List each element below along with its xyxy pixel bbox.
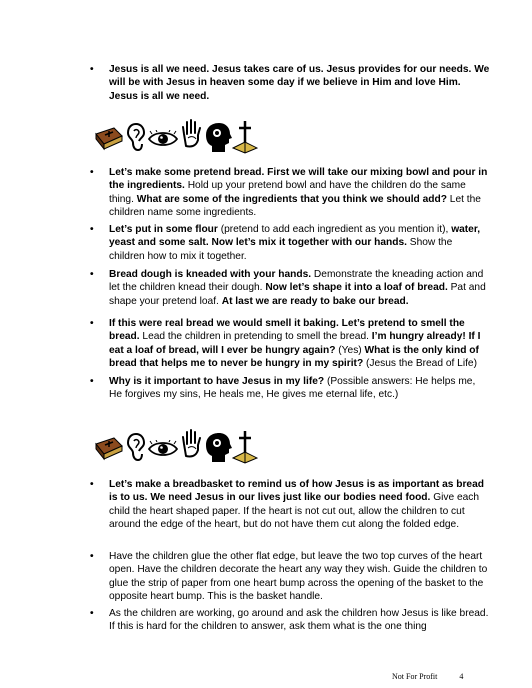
bold-text-run: Let’s put in some flour: [109, 224, 218, 235]
paragraph-text: [109, 166, 490, 220]
bullet-marker: •: [90, 318, 94, 329]
ear-icon: [127, 432, 145, 462]
bold-text-run: Let’s make some pretend bread. First we will take our mixing bowl and pour in the ingredients.: [109, 167, 488, 192]
page-number: 4: [459, 672, 464, 681]
bullet-marker: •: [90, 479, 94, 490]
bullet-marker: •: [90, 64, 94, 75]
text-run: (Possible answers: He helps me, He forgives my sins, He heals me, He gives me eternal life, etc.): [109, 376, 476, 401]
eye-icon: [148, 130, 178, 148]
eye-icon: [148, 440, 178, 458]
text-run: Lead the children in pretending to smell the bread.: [139, 331, 372, 343]
paragraph-text: [109, 223, 490, 263]
cross-icon: [232, 120, 258, 154]
head-icon: [204, 122, 232, 154]
text-run: (Yes): [335, 344, 365, 356]
text-run: Show the children how to mix it together.: [109, 237, 453, 262]
bold-text-run: What is the only kind of bread that helps me to never be hungry in my spirit?: [109, 344, 479, 370]
bold-text-run: If this were real bread we would smell it baking. Let’s pretend to smell the bread.: [109, 318, 465, 343]
ear-icon: [127, 122, 145, 152]
text-run: (Jesus the Bread of Life): [363, 358, 477, 370]
bullet-marker: •: [90, 608, 94, 619]
text-run: Have the children glue the other flat edge, but leave the two top curves of the heart open. Have the children decorate the heart any way they wish. Guide the children to glue the strip of paper from one heart bump across the opening of the basket to the opposite heart bump. This is the basket handle.: [109, 551, 488, 603]
bold-text-run: Now let’s shape it into a loaf of bread.: [265, 282, 448, 294]
hand-icon: [181, 118, 203, 148]
bullet-marker: •: [90, 167, 94, 178]
text-run: As the children are working, go around and ask the children how Jesus is like bread. If this is hard for the children to answer, ask them what is the one thing: [109, 608, 489, 633]
sensory-icon-row: [94, 428, 294, 468]
bible-icon: [94, 122, 124, 154]
text-run: (pretend to add each ingredient as you mention it),: [217, 224, 452, 235]
bullet-marker: •: [90, 376, 94, 387]
sensory-icon-row: [94, 118, 294, 158]
bold-text-run: Jesus is all we need. Jesus takes care of us. Jesus provides for our needs. We will be with Jesus in heaven some day if we believe in Him and love Him. Jesus is all we need.: [109, 64, 490, 102]
bible-icon: [94, 432, 124, 464]
paragraph-text: [109, 63, 490, 103]
text-run: Hold up your pretend bowl and have the children do the same thing.: [109, 180, 466, 205]
page-footer: [392, 672, 463, 681]
footer-text: Not For Profit: [392, 672, 438, 681]
paragraph-text: [109, 268, 490, 308]
text-run: Pat and shape your pretend loaf.: [109, 282, 486, 307]
text-run: Demonstrate the kneading action and let the children knead their dough.: [109, 269, 484, 294]
bold-text-run: water, yeast and some salt. Now let’s mix it together with our hands.: [109, 224, 481, 249]
bold-text-run: What are some of the ingredients that you think we should add?: [136, 193, 447, 205]
text-run: Let the children name some ingredients.: [109, 193, 481, 219]
bold-text-run: Bread dough is kneaded with your hands.: [109, 269, 312, 280]
cross-icon: [232, 430, 258, 464]
paragraph-text: [109, 317, 490, 371]
paragraph-text: [109, 550, 490, 604]
bullet-marker: •: [90, 551, 94, 562]
bullet-marker: •: [90, 269, 94, 280]
paragraph-text: [109, 375, 490, 402]
bold-text-run: I’m hungry already! If I eat a loaf of bread, will I ever be hungry again?: [109, 331, 481, 356]
bold-text-run: Let’s make a breadbasket to remind us of how Jesus is as important as bread is to us. We need Jesus in our lives just like our bodies need food.: [109, 479, 484, 504]
bold-text-run: Why is it important to have Jesus in my life?: [109, 376, 325, 387]
paragraph-text: [109, 607, 490, 634]
head-icon: [204, 432, 232, 464]
text-run: Give each child the heart shaped paper. If the heart is not cut out, allow the children to cut around the edge of the heart, but do not have them cut along the folded edge.: [109, 492, 480, 531]
paragraph-text: [109, 478, 490, 532]
bold-text-run: At last we are ready to bake our bread.: [221, 295, 409, 307]
hand-icon: [181, 428, 203, 458]
bullet-marker: •: [90, 224, 94, 235]
